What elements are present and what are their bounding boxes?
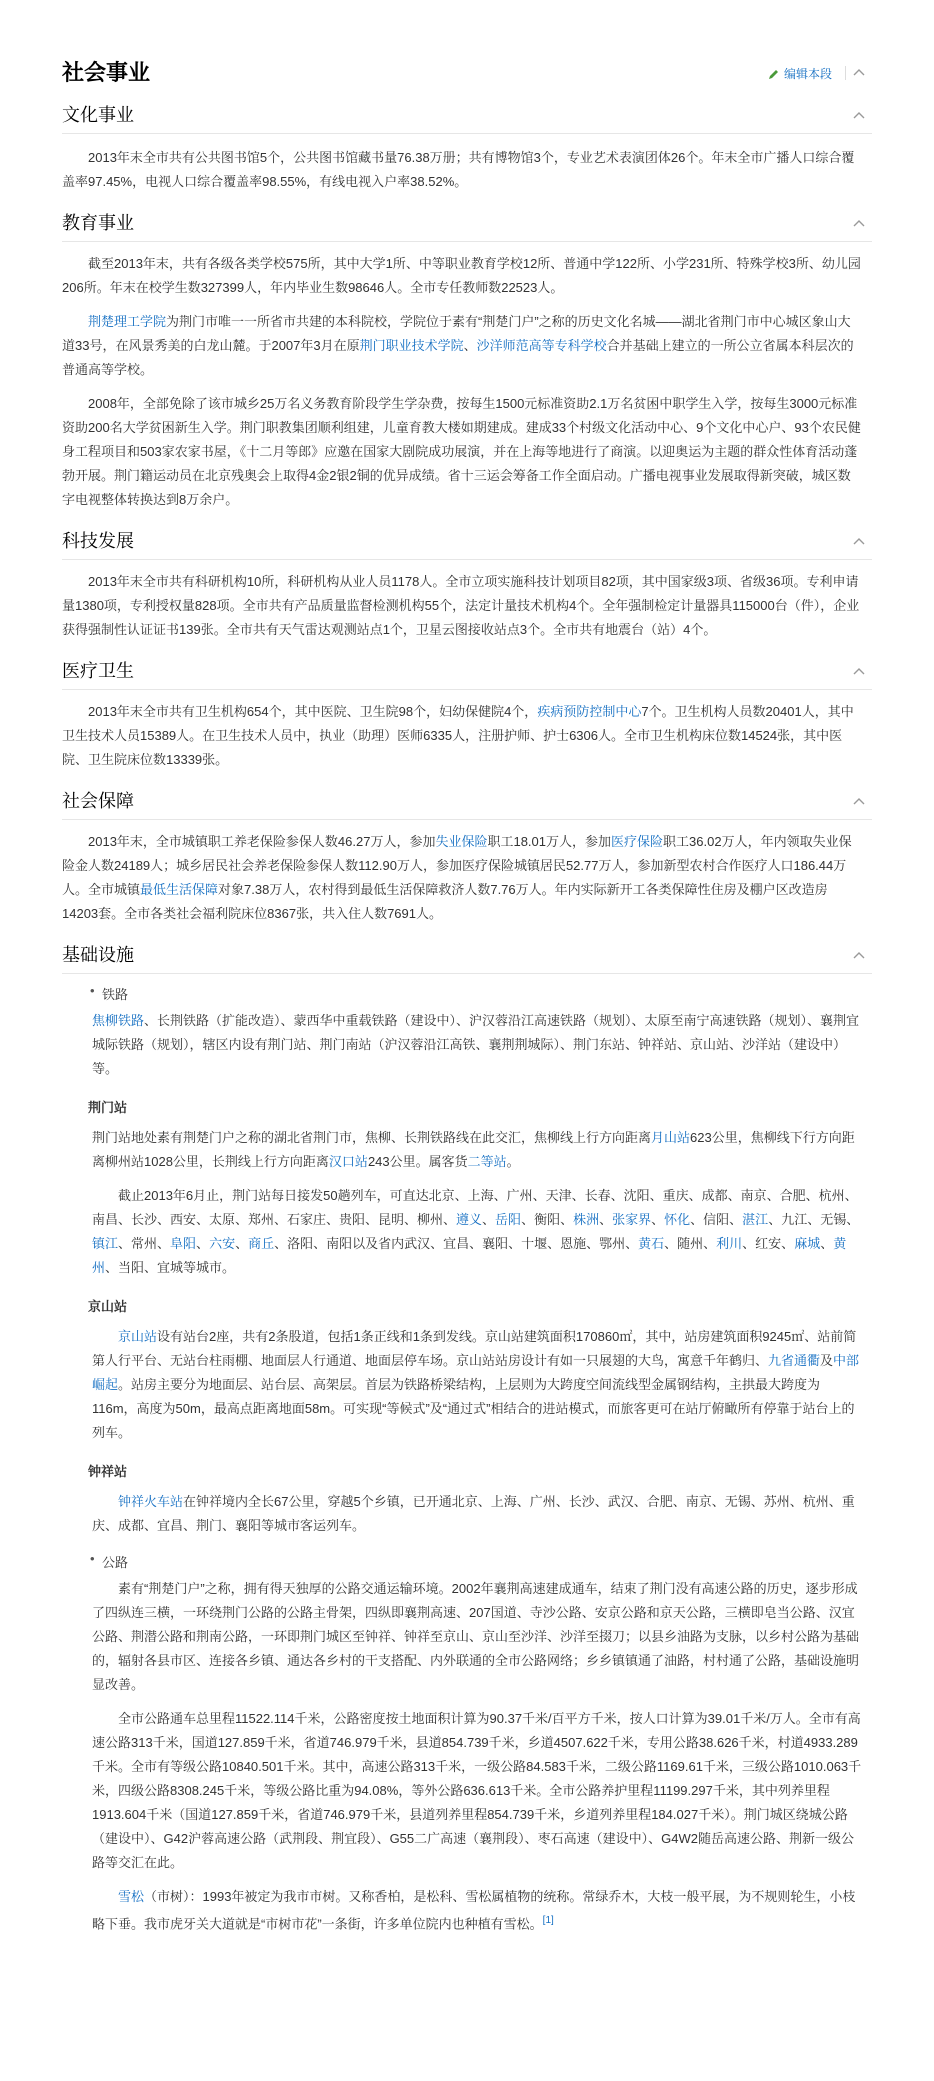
link-cedar[interactable]: 雪松 <box>118 1889 145 1904</box>
page-title: 社会事业 <box>62 60 151 85</box>
station-text: 、红安、 <box>742 1236 795 1251</box>
link-unemployment-insurance[interactable]: 失业保险 <box>435 834 488 849</box>
link-zhangjiajie[interactable]: 张家界 <box>612 1212 652 1227</box>
education-paragraph-3: 2008年，全部免除了该市城乡25万名义务教育阶段学生学杂费，按每生1500元标准资助2.1万名贫困中职学生入学，按每生3000元标准资助200名大学贫困新生入学。荆门职教集团顺利组建，儿童育教大楼如期建成。建成33个村级文化活动中心、9个文化中心户、93个农民健身工程项目和503家农家书屋，《十二月等郎》应邀在国家大剧院成功展演，并在上海等地进行了商演。以迎奥运为主题的群众性体育活动蓬勃开展。荆门籍运动员在北京残奥会上取得4金2银2铜的优异成绩。省十三运会筹备工作全面启动。广播电视事业发展取得新突破，城区数字电视整体转换达到8万余户。 <box>62 396 861 507</box>
culture-paragraph: 2013年末全市共有公共图书馆5个，公共图书馆藏书量76.38万册；共有博物馆3个，专业艺术表演团体26个。年末全市广播人口综合覆盖率97.45%，电视人口综合覆盖率98.55%，有线电视入户率38.52%。 <box>62 150 855 189</box>
section-title-culture: 文化事业 <box>62 105 134 125</box>
health-text: 7个。卫生机构人员数20401人，其中卫生技术人员15389人。在卫生技术人员中，执业（助理）医师6335人，注册护师、护士6306人。全市卫生机构床位数14524张，其中医院、卫生院床位数13339张。 <box>62 704 854 767</box>
education-paragraph-1: 截至2013年末，共有各级各类学校575所，其中大学1所、中等职业教育学校12所、普通中学122所、小学231所、特殊学校3所、幼儿园206所。年末在校学生数327399人，年内毕业生数98646人。全市专任教师数22523人。 <box>62 256 861 295</box>
bullet-highway: • 公路 <box>102 1552 872 1571</box>
chevron-up-icon[interactable] <box>852 66 866 80</box>
education-text: 合并基础上建立的一所公立省属本科层次的普通高等学校。 <box>62 338 854 377</box>
railway-text: 、长荆铁路（扩能改造）、蒙西华中重载铁路（建设中）、沪汉蓉沿江高速铁路（规划）、太原至南宁高速铁路（规划）、襄荆宜城际铁路（规划），辖区内设有荆门站、荆门南站（沪汉蓉沿江高铁、襄荆荆城际）、荆门东站、钟祥站、京山站、沙洋站（建设中）等。 <box>92 1013 860 1076</box>
jingshan-station-paragraph <box>62 1325 872 1445</box>
section-title-tech: 科技发展 <box>62 531 134 551</box>
edit-section-link[interactable] <box>768 65 832 82</box>
link-macheng[interactable]: 麻城 <box>794 1236 821 1251</box>
highway-paragraph-1: 素有“荆楚门户”之称，拥有得天独厚的公路交通运输环境。2002年襄荆高速建成通车，结束了荆门没有高速公路的历史，逐步形成了四纵连三横，一环绕荆门公路的公路主骨架，四纵即襄荆高速、207国道、寺沙公路、安京公路和京天公路，三横即皂当公路、汉宜公路、荆潜公路和荆南公路，一环即荆门城区至钟祥、钟祥至京山、京山至沙洋、沙洋至掇刀；以县乡油路为支脉，以乡村公路为基础的，辐射各县市区、连接各乡镇、通达各乡村的干支搭配、内外联通的全市公路网络；乡乡镇镇通了油路，村村通了公路，基础设施明显改善。 <box>92 1581 860 1692</box>
station-text: 。站房主要分为地面层、站台层、高架层。首层为铁路桥梁结构，上层则为大跨度空间流线型金属钢结构，主拱最大跨度为116m，高度为50m，最高点距离地面58m。可实现“等候式”及“通过式”相结合的进站模式，而旅客更可在站厅俯瞰所有停靠于站台上的列车。 <box>92 1377 855 1440</box>
subheading-jingmen-station: 荆门站 <box>88 1100 128 1115</box>
section-header-tech <box>62 526 872 560</box>
link-central-rise[interactable]: 中部崛起 <box>92 1353 860 1392</box>
station-text: 623公里，焦柳线下行方向距离柳州站1028公里，长荆线上行方向距离 <box>92 1130 855 1169</box>
station-text: 、随州、 <box>664 1236 717 1251</box>
subheading-zhongxiang-station: 钟祥站 <box>88 1464 128 1479</box>
tree-text: （市树）：1993年被定为我市市树。又称香柏，是松科、雪松属植物的统称。常绿乔木，大枝一般平展，为不规则轮生，小枝略下垂。我市虎牙关大道就是“市树市花”一条街，许多单位院内也种植有雪松。 <box>92 1889 856 1932</box>
section-header-health <box>62 656 872 690</box>
link-zhongxiang-station[interactable]: 钟祥火车站 <box>118 1494 184 1509</box>
station-text: 、信阳、 <box>690 1212 743 1227</box>
header-divider <box>845 66 846 80</box>
station-text: 、 <box>482 1212 496 1227</box>
jingmen-station-paragraph-1 <box>62 1126 872 1174</box>
station-text: 在钟祥境内全长67公里，穿越5个乡镇，已开通北京、上海、广州、长沙、武汉、合肥、南京、无锡、苏州、杭州、重庆、成都、宜昌、荆门、襄阳等城市客运列车。 <box>92 1494 855 1533</box>
link-zhanjiang[interactable]: 湛江 <box>742 1212 769 1227</box>
bullet-railway: • 铁路 <box>102 984 872 1003</box>
station-text: 、洛阳、南阳以及省内武汉、宜昌、襄阳、十堰、恩施、鄂州、 <box>274 1236 639 1251</box>
chevron-up-icon[interactable] <box>852 535 866 549</box>
link-jingshan-station[interactable]: 京山站 <box>118 1329 158 1344</box>
section-title-education: 教育事业 <box>62 213 134 233</box>
highway-paragraph-2: 全市公路通车总里程11522.114千米，公路密度按土地面积计算为90.37千米/百平方千米，按人口计算为39.01千米/万人。全市有高速公路313千米，国道127.859千米，省道746.979千米，县道854.739千米，乡道4507.622千米，专用公路38.626千米，村道4933.289千米。全市有等级公路10840.501千米。其中，高速公路313千米，一级公路84.583千米，二级公路1169.61千米，三级公路1010.063千米，四级公路8308.245千米，等级公路比重为94.08%，等外公路636.613千米。全市公路养护里程11199.297千米，其中列养里程1913.604千米（国道127.859千米，省道746.979千米，县道列养里程854.739千米，乡道列养里程184.027千米）。荆门城区绕城公路（建设中）、G42沪蓉高速公路（武荆段、荆宜段）、G55二广高速（襄荆段）、枣石高速（建设中）、G4W2随岳高速公路、荆新一级公路等交汇在此。 <box>92 1711 862 1870</box>
link-huangshi[interactable]: 黄石 <box>638 1236 665 1251</box>
station-text: 截止2013年6月止，荆门站每日接发50趟列车，可直达北京、上海、广州、天津、长春、沈阳、重庆、成都、南京、合肥、杭州、南昌、长沙、西安、太原、郑州、石家庄、贵阳、昆明、柳州、 <box>92 1188 858 1227</box>
station-text: 、九江、无锡、 <box>768 1212 860 1227</box>
chevron-up-icon[interactable] <box>852 109 866 123</box>
edit-section-label: 编辑本段 <box>783 67 832 81</box>
station-text: 、 <box>651 1212 665 1227</box>
link-second-class-station[interactable]: 二等站 <box>467 1154 507 1169</box>
link-cdc[interactable]: 疾病预防控制中心 <box>537 704 642 719</box>
education-text: 为荆门市唯一一所省市共建的本科院校，学院位于素有“荆楚门户”之称的历史文化名城——湖北省荆门市中心城区象山大道33号，在风景秀美的白龙山麓。于2007年3月在原 <box>62 314 851 353</box>
station-text: 、 <box>820 1236 834 1251</box>
jingmen-station-paragraph-2 <box>62 1184 872 1280</box>
station-text: 。 <box>506 1154 520 1169</box>
station-text: 、衡阳、 <box>521 1212 574 1227</box>
section-header-culture <box>62 100 872 134</box>
station-text: 、 <box>235 1236 249 1251</box>
link-yueshan-station[interactable]: 月山站 <box>651 1130 691 1145</box>
chevron-up-icon[interactable] <box>852 795 866 809</box>
station-text: 、常州、 <box>118 1236 171 1251</box>
section-title-security: 社会保障 <box>62 791 134 811</box>
education-text: 、 <box>463 338 477 353</box>
section-title-infra: 基础设施 <box>62 945 134 965</box>
link-zunyi[interactable]: 遵义 <box>456 1212 483 1227</box>
security-text: 2013年末，全市城镇职工养老保险参保人数46.27万人，参加 <box>88 834 436 849</box>
station-text: 、 <box>196 1236 210 1251</box>
section-header-education <box>62 208 872 242</box>
section-header-infra <box>62 940 872 974</box>
security-text: 职工18.01万人，参加 <box>487 834 612 849</box>
link-minimum-living-security[interactable]: 最低生活保障 <box>140 882 219 897</box>
security-paragraph <box>62 830 872 926</box>
station-text: 、当阳、宜城等城市。 <box>105 1260 236 1275</box>
reference-marker[interactable]: [1] <box>542 1915 554 1926</box>
section-header-security <box>62 786 872 820</box>
chevron-up-icon[interactable] <box>852 217 866 231</box>
link-zhuzhou[interactable]: 株洲 <box>573 1212 600 1227</box>
link-jiaoliu-railway[interactable]: 焦柳铁路 <box>92 1013 145 1028</box>
subheading-jingshan-station: 京山站 <box>88 1299 128 1314</box>
station-text: 243公里。属客货 <box>367 1154 468 1169</box>
link-huaihua[interactable]: 怀化 <box>664 1212 691 1227</box>
link-yueyang[interactable]: 岳阳 <box>495 1212 522 1227</box>
link-jiusheng-tongqu[interactable]: 九省通衢 <box>768 1353 821 1368</box>
station-text: 荆门站地处素有荆楚门户之称的湖北省荆门市，焦柳、长荆铁路线在此交汇，焦柳线上行方向距离 <box>92 1130 652 1145</box>
station-text: 设有站台2座，共有2条股道，包括1条正线和1条到发线。京山站建筑面积170860㎡，其中，站房建筑面积9245㎡、站前简第人行平台、无站台柱雨棚、地面层人行通道、地面层停车场。京山站站房设计有如一只展翅的大鸟，寓意千年鹤归、 <box>92 1329 857 1368</box>
city-tree-paragraph <box>62 1885 872 1936</box>
railway-paragraph <box>62 1009 872 1081</box>
section-title-health: 医疗卫生 <box>62 661 134 681</box>
education-paragraph-2 <box>62 310 872 382</box>
chevron-up-icon[interactable] <box>852 949 866 963</box>
link-jingmen-vocational[interactable]: 荆门职业技术学院 <box>359 338 464 353</box>
pencil-icon <box>768 68 780 80</box>
link-lichuan[interactable]: 利川 <box>716 1236 743 1251</box>
chevron-up-icon[interactable] <box>852 665 866 679</box>
link-jingchu-institute[interactable]: 荆楚理工学院 <box>88 314 167 329</box>
zhongxiang-station-paragraph <box>62 1490 872 1538</box>
security-text: 对象7.38万人，农村得到最低生活保障救济人数7.76万人。年内实际新开工各类保障性住房及棚户区改造房14203套。全市各类社会福利院床位8367张，共入住人数7691人。 <box>62 882 828 921</box>
health-paragraph <box>62 700 872 772</box>
station-text: 、 <box>599 1212 613 1227</box>
tech-paragraph: 2013年末全市共有科研机构10所，科研机构从业人员1178人。全市立项实施科技计划项目82项，其中国家级3项、省级36项。专利申请量1380项，专利授权量828项。全市共有产品质量监督检测机构55个，法定计量技术机构4个。全年强制检定计量器具115000台（件），企业获得强制性认证证书139张。全市共有天气雷达观测站点1个，卫星云图接收站点3个。全市共有地震台（站）4个。 <box>62 574 860 637</box>
link-fuyang[interactable]: 阜阳 <box>170 1236 197 1251</box>
link-huangzhou[interactable]: 黄州 <box>92 1236 847 1275</box>
health-text: 2013年末全市共有卫生机构654个，其中医院、卫生院98个，妇幼保健院4个， <box>88 704 538 719</box>
security-text: 职工36.02万人，年内领取失业保险金人数24189人；城乡居民社会养老保险参保人数112.90万人，参加医疗保险城镇居民52.77万人，参加新型农村合作医疗人口186.44万人。全市城镇 <box>62 834 852 897</box>
link-shayang-normal[interactable]: 沙洋师范高等专科学校 <box>476 338 607 353</box>
link-shangqiu[interactable]: 商丘 <box>248 1236 275 1251</box>
link-medical-insurance[interactable]: 医疗保险 <box>611 834 664 849</box>
station-text: 及 <box>820 1353 834 1368</box>
link-luan[interactable]: 六安 <box>209 1236 236 1251</box>
link-hankou-station[interactable]: 汉口站 <box>328 1154 368 1169</box>
link-zhenjiang[interactable]: 镇江 <box>92 1236 119 1251</box>
page-header <box>62 56 872 90</box>
